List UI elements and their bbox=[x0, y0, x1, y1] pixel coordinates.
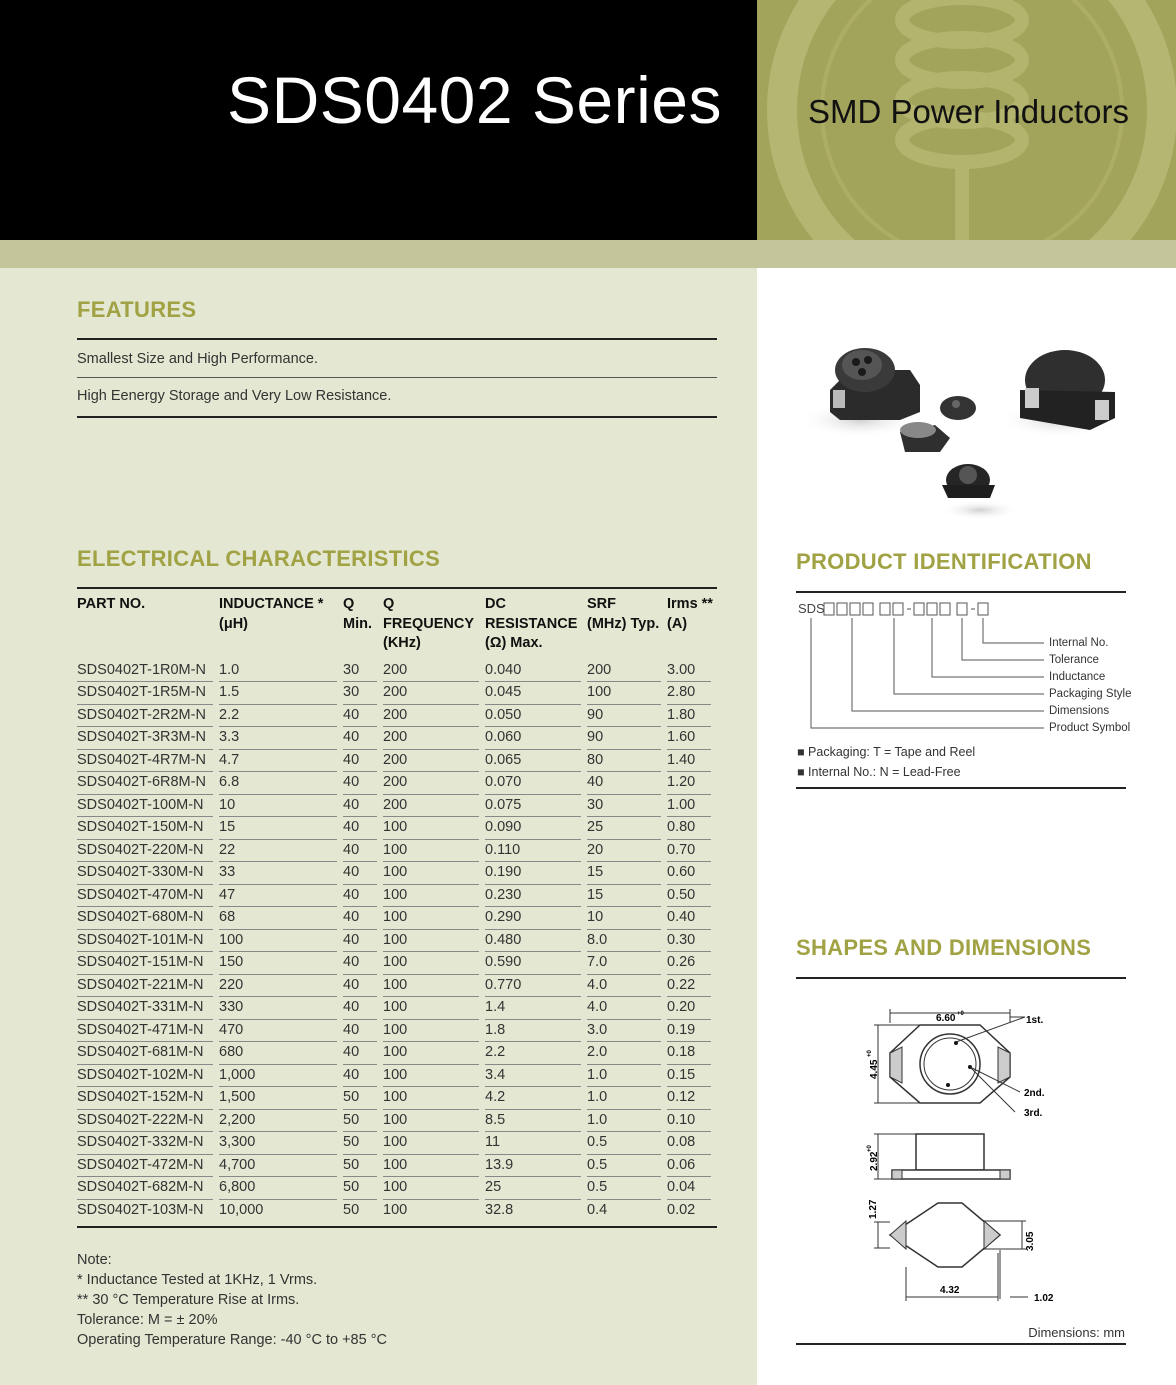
table-cell: 2.0 bbox=[587, 1042, 667, 1065]
table-cell: 0.060 bbox=[485, 727, 587, 750]
table-cell: 100 bbox=[383, 1201, 408, 1218]
table-cell: 150 bbox=[219, 952, 343, 975]
table-cell: 200 bbox=[383, 682, 485, 705]
column-header: Irms ** (A) bbox=[667, 596, 713, 632]
table-cell: 0.070 bbox=[485, 772, 587, 795]
legend-item: Internal No. bbox=[1049, 637, 1109, 649]
table-row bbox=[77, 727, 717, 750]
table-cell: 220 bbox=[219, 975, 343, 998]
table-cell: 50 bbox=[343, 1132, 383, 1155]
table-cell: 0.5 bbox=[587, 1132, 667, 1155]
table-row bbox=[77, 772, 717, 795]
table-cell: 100 bbox=[219, 930, 343, 953]
table-cell: 0.80 bbox=[667, 817, 717, 840]
table-row bbox=[77, 1065, 717, 1088]
divider bbox=[77, 338, 717, 340]
legend-item: Packaging Style bbox=[1049, 688, 1132, 700]
table-cell: 100 bbox=[383, 1110, 485, 1133]
dimension-label: 2nd. bbox=[1024, 1088, 1045, 1099]
table-cell: 100 bbox=[383, 1155, 485, 1178]
series-title: SDS0402 Series bbox=[227, 63, 722, 137]
table-cell: 1.20 bbox=[667, 772, 717, 795]
table-cell: 40 bbox=[343, 1020, 383, 1043]
feature-item: High Eenergy Storage and Very Low Resistance. bbox=[77, 388, 392, 404]
table-cell: 20 bbox=[587, 840, 667, 863]
table-cell: 2.2 bbox=[485, 1042, 587, 1065]
table-cell: 0.12 bbox=[667, 1087, 717, 1110]
table-row bbox=[77, 885, 717, 908]
table-cell: 15 bbox=[587, 862, 667, 885]
table-cell: 40 bbox=[343, 975, 383, 998]
table-cell: 8.5 bbox=[485, 1110, 587, 1133]
table-cell: 6.8 bbox=[219, 772, 343, 795]
table-cell: 100 bbox=[383, 1020, 485, 1043]
table-cell: SDS0402T-471M-N bbox=[77, 1020, 219, 1043]
table-cell: 100 bbox=[383, 1177, 485, 1200]
dimension-drawing bbox=[850, 995, 1090, 1315]
table-cell: 100 bbox=[383, 930, 485, 953]
table-cell: 680 bbox=[219, 1042, 343, 1065]
table-cell: 200 bbox=[383, 750, 485, 773]
table-cell: 8.0 bbox=[587, 930, 667, 953]
table-cell: 3.0 bbox=[587, 1020, 667, 1043]
table-row bbox=[77, 862, 717, 885]
table-cell: 0.10 bbox=[667, 1110, 717, 1133]
table-cell: 1.0 bbox=[587, 1110, 667, 1133]
features-heading: FEATURES bbox=[77, 297, 197, 322]
table-cell: 40 bbox=[343, 997, 383, 1020]
table-cell: SDS0402T-470M-N bbox=[77, 885, 219, 908]
table-cell: 0.04 bbox=[667, 1177, 717, 1200]
table-cell: 40 bbox=[587, 772, 667, 795]
notes bbox=[77, 1250, 387, 1350]
table-cell: SDS0402T-103M-N bbox=[77, 1201, 204, 1218]
table-cell: SDS0402T-102M-N bbox=[77, 1065, 219, 1088]
table-cell: 25 bbox=[485, 1177, 587, 1200]
table-cell: 200 bbox=[383, 795, 485, 818]
table-cell: 200 bbox=[383, 705, 485, 728]
table-cell: 2.2 bbox=[219, 705, 343, 728]
table-cell: 0.50 bbox=[667, 885, 717, 908]
divider bbox=[77, 1226, 717, 1228]
table-cell: 4.0 bbox=[587, 975, 667, 998]
table-cell: 40 bbox=[343, 817, 383, 840]
note-line: ** 30 °C Temperature Rise at Irms. bbox=[77, 1292, 300, 1308]
table-cell: 0.045 bbox=[485, 682, 587, 705]
table-cell: 100 bbox=[383, 817, 485, 840]
table-cell: 2.80 bbox=[667, 682, 717, 705]
table-cell: 0.02 bbox=[667, 1201, 696, 1218]
table-cell: 0.090 bbox=[485, 817, 587, 840]
table-cell: 30 bbox=[343, 682, 383, 705]
column-header: INDUCTANCE * (μH) bbox=[219, 596, 324, 632]
table-cell: 100 bbox=[383, 840, 485, 863]
table-cell: 100 bbox=[383, 862, 485, 885]
bullet-square-icon: ■ bbox=[797, 765, 809, 779]
table-cell: 13.9 bbox=[485, 1155, 587, 1178]
shapes-heading: SHAPES AND DIMENSIONS bbox=[796, 935, 1092, 960]
table-cell: 90 bbox=[587, 727, 667, 750]
table-cell: SDS0402T-330M-N bbox=[77, 862, 219, 885]
table-cell: SDS0402T-220M-N bbox=[77, 840, 219, 863]
table-cell: 0.4 bbox=[587, 1201, 608, 1218]
table-row bbox=[77, 997, 717, 1020]
table-cell: 0.26 bbox=[667, 952, 717, 975]
bullet-square-icon: ■ bbox=[797, 745, 809, 759]
table-cell: 100 bbox=[383, 1065, 485, 1088]
dimension-label: 2.92 bbox=[869, 1151, 880, 1171]
note-line: Tolerance: M = ± 20% bbox=[77, 1312, 218, 1328]
table-cell: 7.0 bbox=[587, 952, 667, 975]
table-cell: 40 bbox=[343, 862, 383, 885]
table-cell: 1.0 bbox=[219, 660, 343, 683]
column-header: PART NO. bbox=[77, 596, 146, 612]
table-row bbox=[77, 1042, 717, 1065]
table-row bbox=[77, 1087, 717, 1110]
table-cell: 50 bbox=[343, 1110, 383, 1133]
internal-no-bullet: ■ Internal No.: N = Lead-Free bbox=[797, 765, 961, 779]
table-cell: 0.40 bbox=[667, 907, 717, 930]
table-header-row bbox=[77, 595, 717, 660]
table-cell: SDS0402T-680M-N bbox=[77, 907, 219, 930]
table-cell: 100 bbox=[383, 1042, 485, 1065]
table-cell: SDS0402T-3R3M-N bbox=[77, 727, 219, 750]
legend-item: Inductance bbox=[1049, 671, 1106, 683]
product-code-prefix: SDS bbox=[798, 601, 825, 616]
table-cell: 3.00 bbox=[667, 660, 717, 683]
table-cell: 1.60 bbox=[667, 727, 717, 750]
table-cell: 33 bbox=[219, 862, 343, 885]
table-cell: SDS0402T-100M-N bbox=[77, 795, 219, 818]
header-band bbox=[0, 240, 1176, 268]
dimension-label: 1.27 bbox=[868, 1199, 879, 1219]
table-cell: 68 bbox=[219, 907, 343, 930]
table-cell: SDS0402T-332M-N bbox=[77, 1132, 219, 1155]
table-cell: 1.00 bbox=[667, 795, 717, 818]
table-cell: 0.08 bbox=[667, 1132, 717, 1155]
subtitle: SMD Power Inductors bbox=[808, 93, 1129, 130]
table-cell: 10,000 bbox=[219, 1201, 264, 1218]
table-cell: 50 bbox=[343, 1155, 383, 1178]
table-cell: 30 bbox=[587, 795, 667, 818]
table-row bbox=[77, 705, 717, 728]
table-cell: 0.5 bbox=[587, 1177, 667, 1200]
table-cell: 10 bbox=[219, 795, 343, 818]
table-cell: 80 bbox=[587, 750, 667, 773]
table-cell: 0.18 bbox=[667, 1042, 717, 1065]
table-cell: 4.2 bbox=[485, 1087, 587, 1110]
table-cell: 0.15 bbox=[667, 1065, 717, 1088]
table-cell: 11 bbox=[485, 1132, 587, 1155]
table-cell: SDS0402T-151M-N bbox=[77, 952, 219, 975]
dimension-label: 4.45 bbox=[869, 1059, 880, 1079]
table-cell: 0.190 bbox=[485, 862, 587, 885]
table-cell: 0.70 bbox=[667, 840, 717, 863]
table-cell: 15 bbox=[587, 885, 667, 908]
feature-item: Smallest Size and High Performance. bbox=[77, 351, 318, 367]
legend-item: Product Symbol bbox=[1049, 722, 1131, 734]
table-cell: 200 bbox=[383, 727, 485, 750]
table-row bbox=[77, 817, 717, 840]
table-cell: 1.0 bbox=[587, 1087, 667, 1110]
table-cell: 90 bbox=[587, 705, 667, 728]
notes-title: Note: bbox=[77, 1252, 112, 1268]
units-note: Dimensions: mm bbox=[1028, 1325, 1125, 1340]
table-cell: 1.4 bbox=[485, 997, 587, 1020]
table-cell: 40 bbox=[343, 885, 383, 908]
table-cell: 0.5 bbox=[587, 1155, 667, 1178]
table-cell: 470 bbox=[219, 1020, 343, 1043]
table-cell: SDS0402T-6R8M-N bbox=[77, 772, 219, 795]
table-cell: 40 bbox=[343, 952, 383, 975]
table-cell: 100 bbox=[383, 975, 485, 998]
table-cell: 0.110 bbox=[485, 840, 587, 863]
column-header: Q FREQUENCY (KHz) bbox=[383, 596, 475, 651]
table-cell: 6,800 bbox=[219, 1177, 343, 1200]
table-cell: 40 bbox=[343, 705, 383, 728]
table-cell: 0.040 bbox=[485, 660, 587, 683]
table-cell: 200 bbox=[587, 660, 667, 683]
divider bbox=[796, 1343, 1126, 1345]
dimension-label: 3rd. bbox=[1024, 1108, 1043, 1119]
table-cell: 0.590 bbox=[485, 952, 587, 975]
table-cell: 0.06 bbox=[667, 1155, 717, 1178]
dimension-label: 1st. bbox=[1026, 1015, 1044, 1026]
column-header: SRF (MHz) Typ. bbox=[587, 596, 660, 632]
table-cell: 0.290 bbox=[485, 907, 587, 930]
table-cell: 0.480 bbox=[485, 930, 587, 953]
table-cell: 10 bbox=[587, 907, 667, 930]
table-row bbox=[77, 952, 717, 975]
table-cell: 200 bbox=[383, 660, 485, 683]
table-row bbox=[77, 1155, 717, 1178]
table-cell: 30 bbox=[343, 660, 383, 683]
table-cell: 1.40 bbox=[667, 750, 717, 773]
table-cell: 40 bbox=[343, 1042, 383, 1065]
table-cell: 1.80 bbox=[667, 705, 717, 728]
dimension-label: 4.32 bbox=[940, 1285, 960, 1296]
table-cell: 50 bbox=[343, 1201, 360, 1218]
table-cell: 0.050 bbox=[485, 705, 587, 728]
table-cell: 0.20 bbox=[667, 997, 717, 1020]
legend-item: Tolerance bbox=[1049, 654, 1099, 666]
table-cell: 330 bbox=[219, 997, 343, 1020]
table-cell: 200 bbox=[383, 772, 485, 795]
divider bbox=[77, 416, 717, 418]
table-row bbox=[77, 1177, 717, 1200]
table-row bbox=[77, 1132, 717, 1155]
table-cell: 47 bbox=[219, 885, 343, 908]
table-cell: 1,000 bbox=[219, 1065, 343, 1088]
dimension-label: 6.60 bbox=[936, 1013, 956, 1024]
table-row bbox=[77, 907, 717, 930]
table-cell: SDS0402T-2R2M-N bbox=[77, 705, 219, 728]
table-row bbox=[77, 682, 717, 705]
table-row bbox=[77, 1020, 717, 1043]
table-cell: 1.0 bbox=[587, 1065, 667, 1088]
table-cell: 40 bbox=[343, 772, 383, 795]
table-row bbox=[77, 660, 717, 683]
table-cell: 40 bbox=[343, 1065, 383, 1088]
table-row bbox=[77, 750, 717, 773]
table-cell: 15 bbox=[219, 817, 343, 840]
product-photo bbox=[790, 320, 1130, 530]
table-cell: SDS0402T-4R7M-N bbox=[77, 750, 219, 773]
dimension-label: +0 bbox=[867, 1145, 873, 1152]
packaging-bullet: ■ Packaging: T = Tape and Reel bbox=[797, 745, 976, 759]
table-cell: SDS0402T-1R5M-N bbox=[77, 682, 219, 705]
table-cell: 40 bbox=[343, 930, 383, 953]
electrical-table bbox=[77, 595, 717, 1221]
table-cell: 25 bbox=[587, 817, 667, 840]
table-cell: 40 bbox=[343, 750, 383, 773]
table-cell: SDS0402T-331M-N bbox=[77, 997, 219, 1020]
table-cell: 4.0 bbox=[587, 997, 667, 1020]
table-cell: 0.065 bbox=[485, 750, 587, 773]
table-cell: 1.8 bbox=[485, 1020, 587, 1043]
legend-item: Dimensions bbox=[1049, 705, 1110, 717]
table-cell: 100 bbox=[383, 997, 485, 1020]
table-cell: SDS0402T-682M-N bbox=[77, 1177, 219, 1200]
table-body bbox=[77, 660, 717, 1222]
table-row bbox=[77, 975, 717, 998]
table-cell: 40 bbox=[343, 727, 383, 750]
dimension-label: +0 bbox=[867, 1050, 873, 1057]
table-cell: 3.4 bbox=[485, 1065, 587, 1088]
table-cell: 100 bbox=[383, 885, 485, 908]
table-cell: SDS0402T-222M-N bbox=[77, 1110, 219, 1133]
product-id-heading: PRODUCT IDENTIFICATION bbox=[796, 549, 1092, 574]
table-cell: SDS0402T-152M-N bbox=[77, 1087, 219, 1110]
table-cell: 22 bbox=[219, 840, 343, 863]
table-cell: 2,200 bbox=[219, 1110, 343, 1133]
divider bbox=[77, 587, 717, 589]
table-cell: 100 bbox=[383, 907, 485, 930]
table-cell: 40 bbox=[343, 840, 383, 863]
table-cell: 1.5 bbox=[219, 682, 343, 705]
table-cell: SDS0402T-101M-N bbox=[77, 930, 219, 953]
table-row bbox=[77, 1110, 717, 1133]
table-row bbox=[77, 1200, 717, 1222]
table-cell: 0.230 bbox=[485, 885, 587, 908]
table-cell: 0.22 bbox=[667, 975, 717, 998]
note-line: Operating Temperature Range: -40 °C to +85 °C bbox=[77, 1332, 387, 1348]
divider bbox=[796, 591, 1126, 593]
table-cell: 100 bbox=[587, 682, 667, 705]
table-cell: SDS0402T-150M-N bbox=[77, 817, 219, 840]
table-cell: 0.19 bbox=[667, 1020, 717, 1043]
table-cell: 50 bbox=[343, 1177, 383, 1200]
table-cell: 100 bbox=[383, 1132, 485, 1155]
table-cell: 4,700 bbox=[219, 1155, 343, 1178]
table-cell: 0.60 bbox=[667, 862, 717, 885]
table-cell: SDS0402T-472M-N bbox=[77, 1155, 219, 1178]
table-cell: 100 bbox=[383, 1087, 485, 1110]
note-line: * Inductance Tested at 1KHz, 1 Vrms. bbox=[77, 1272, 318, 1288]
divider bbox=[796, 787, 1126, 789]
table-cell: SDS0402T-1R0M-N bbox=[77, 660, 219, 683]
table-cell: SDS0402T-681M-N bbox=[77, 1042, 219, 1065]
column-header: Q Min. bbox=[343, 596, 372, 632]
table-cell: 0.075 bbox=[485, 795, 587, 818]
table-row bbox=[77, 930, 717, 953]
dimension-label: 1.02 bbox=[1034, 1293, 1054, 1304]
table-cell: 3,300 bbox=[219, 1132, 343, 1155]
table-cell: 50 bbox=[343, 1087, 383, 1110]
divider bbox=[796, 977, 1126, 979]
column-header: DC RESISTANCE (Ω) Max. bbox=[485, 596, 578, 651]
table-cell: 3.3 bbox=[219, 727, 343, 750]
table-cell: 40 bbox=[343, 795, 383, 818]
electrical-heading: ELECTRICAL CHARACTERISTICS bbox=[77, 546, 441, 571]
table-row bbox=[77, 795, 717, 818]
dimension-label: +0 bbox=[957, 1011, 964, 1017]
table-cell: 1,500 bbox=[219, 1087, 343, 1110]
table-cell: 4.7 bbox=[219, 750, 343, 773]
table-cell: SDS0402T-221M-N bbox=[77, 975, 219, 998]
table-cell: 0.770 bbox=[485, 975, 587, 998]
table-cell: 32.8 bbox=[485, 1201, 514, 1218]
divider bbox=[77, 377, 717, 378]
table-cell: 40 bbox=[343, 907, 383, 930]
table-cell: 100 bbox=[383, 952, 485, 975]
table-row bbox=[77, 840, 717, 863]
table-cell: 0.30 bbox=[667, 930, 717, 953]
dimension-label: 3.05 bbox=[1025, 1231, 1036, 1251]
